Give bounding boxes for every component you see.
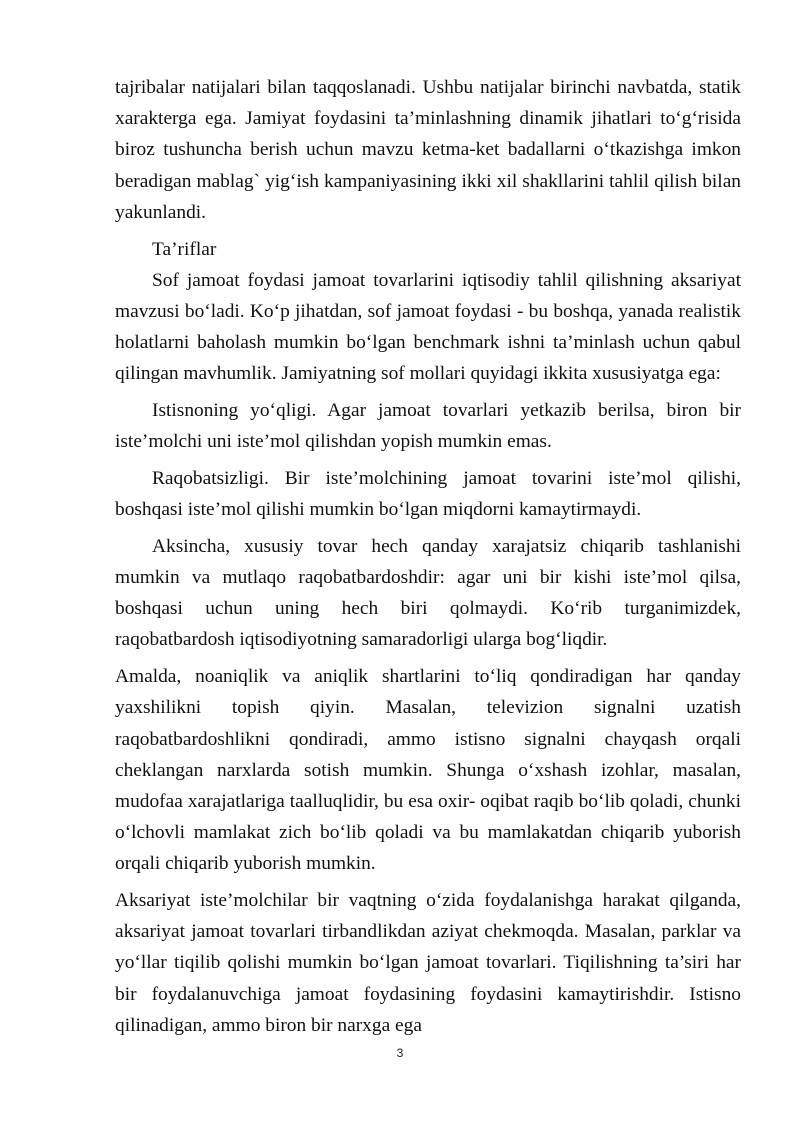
section-heading: Ta’riflar	[152, 238, 217, 260]
paragraph-non-excludability: Istisnoning yo‘qligi. Agar jamoat tovarlari yetkazib berilsa, biron bir iste’molchi uni iste’mol qilishdan yopish mumkin emas.	[115, 400, 741, 453]
page-number: 3	[396, 1046, 404, 1060]
paragraph-private-good: Aksincha, xususiy tovar hech qanday xarajatsiz chiqarib tashlanishi mumkin va mutlaqo raqobatbardoshdir: agar uni bir kishi iste’mol qilsa, boshqasi uchun uning hech biri qolmaydi. Ko‘rib turganimizdek, raqobatbardosh iqtisodiyotning samaradorligi ularga bog‘liqdir.	[115, 535, 741, 651]
paragraph-in-practice: Amalda, noaniqlik va aniqlik shartlarini to‘liq qondiradigan har qanday yaxshilikni topish qiyin. Masalan, televizion signalni uzatish raqobatbardoshlikni qondiradi, ammo istisno signalni chayqash orqali cheklangan narxlarda sotish mumkin. Shunga o‘xshash izohlar, masalan, mudofaa xarajatlariga taalluqlidir, bu esa oxir- oqibat raqib bo‘lib qoladi, chunki o‘lchovli mamlakat zich bo‘lib qoladi va bu mamlakatdan chiqarib yuborish orqali chiqarib yuborish mumkin.	[115, 666, 741, 875]
paragraph-pure-public-good: Sof jamoat foydasi jamoat tovarlarini iqtisodiy tahlil qilishning aksariyat mavzusi bo‘ladi. Ko‘p jihatdan, sof jamoat foydasi - bu boshqa, yanada realistik holatlarni baholash mumkin bo‘lgan benchmark ishni ta’minlash uchun qabul qilingan mavhumlik. Jamiyatning sof mollari quyidagi ikkita xususiyatga ega:	[115, 269, 741, 385]
document-page	[115, 72, 741, 1041]
paragraph-non-rivalry: Raqobatsizligi. Bir iste’molchining jamoat tovarini iste’mol qilishi, boshqasi iste’mol qilishi mumkin bo‘lgan miqdorni kamaytirmaydi.	[115, 467, 741, 521]
paragraph-congestion: Aksariyat iste’molchilar bir vaqtning o‘zida foydalanishga harakat qilganda, aksariyat jamoat tovarlari tirbandlikdan aziyat chekmoqda. Masalan, parklar va yo‘llar tiqilib qolishi mumkin bo‘lgan jamoat tovarlari. Tiqilishning ta’siri har bir foydalanuvchiga jamoat foydasining foydasini kamaytirishdir. Istisno qilinadigan, ammo biron bir narxga ega	[115, 890, 741, 1036]
paragraph-continuation: tajribalar natijalari bilan taqqoslanadi. Ushbu natijalar birinchi navbatda, statik xarakterga ega. Jamiyat foydasini ta’minlashning dinamik jihatlari to‘g‘risida biroz tushuncha berish uchun mavzu ketma-ket badallarni o‘tkazishga imkon beradigan mablag` yig‘ish kampaniyasining ikki xil shakllarini tahlil qilish bilan yakunlandi.	[115, 77, 741, 223]
